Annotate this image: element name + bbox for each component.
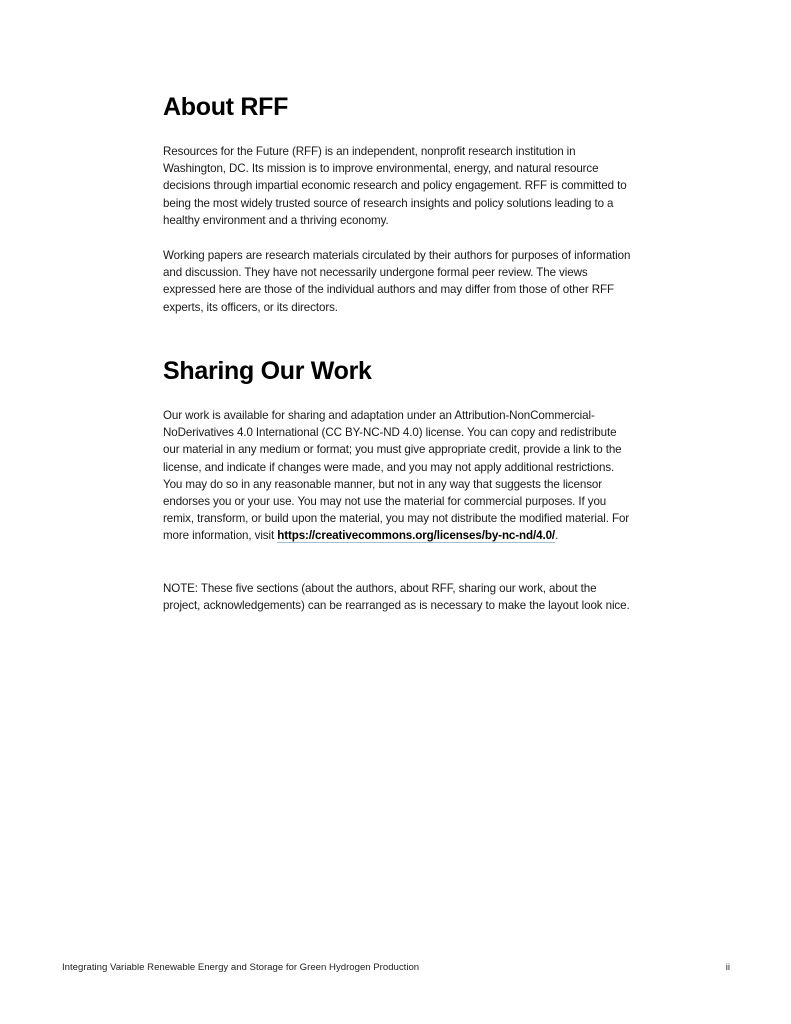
sharing-our-work-paragraph bbox=[163, 407, 633, 545]
footer-page-number: ii bbox=[725, 962, 730, 973]
license-link[interactable]: https://creativecommons.org/licenses/by-nc-nd/4.0/ bbox=[277, 529, 556, 543]
footer-title: Integrating Variable Renewable Energy and Storage for Green Hydrogen Production bbox=[62, 962, 420, 973]
sharing-paragraph-end: . bbox=[555, 529, 559, 543]
about-rff-paragraph-1: Resources for the Future (RFF) is an independent, nonprofit research institution in Washington, DC. Its mission is to improve environmental, energy, and natural resource decisions through impartial economic research and policy engagement. RFF is committed to being the most widely trusted source of research insights and policy solutions leading to a healthy environment and a thriving economy. bbox=[163, 145, 627, 227]
about-rff-paragraph-2: Working papers are research materials circulated by their authors for purposes of information and discussion. They have not necessarily undergone formal peer review. The views expressed here are those of the individual authors and may differ from those of other RFF experts, its officers, or its directors. bbox=[163, 249, 631, 314]
about-rff-heading: About RFF bbox=[163, 93, 289, 121]
note-paragraph: NOTE: These five sections (about the authors, about RFF, sharing our work, about the project, acknowledgements) can be rearranged as is necessary to make the layout look nice. bbox=[163, 582, 630, 613]
sharing-our-work-heading: Sharing Our Work bbox=[163, 357, 372, 385]
sharing-paragraph-text: Our work is available for sharing and adaptation under an Attribution-NonCommercial-NoDerivatives 4.0 International (CC BY-NC-ND 4.0) license. You can copy and redistribute our material in any medium or format; you must give appropriate credit, provide a link to the license, and indicate if changes were made, and you may not apply additional restrictions. You may do so in any reasonable manner, but not in any way that suggests the licensor endorses you or your use. You may not use the material for commercial purposes. If you remix, transform, or build upon the material, you may not distribute the modified material. For more information, visit bbox=[163, 409, 630, 543]
